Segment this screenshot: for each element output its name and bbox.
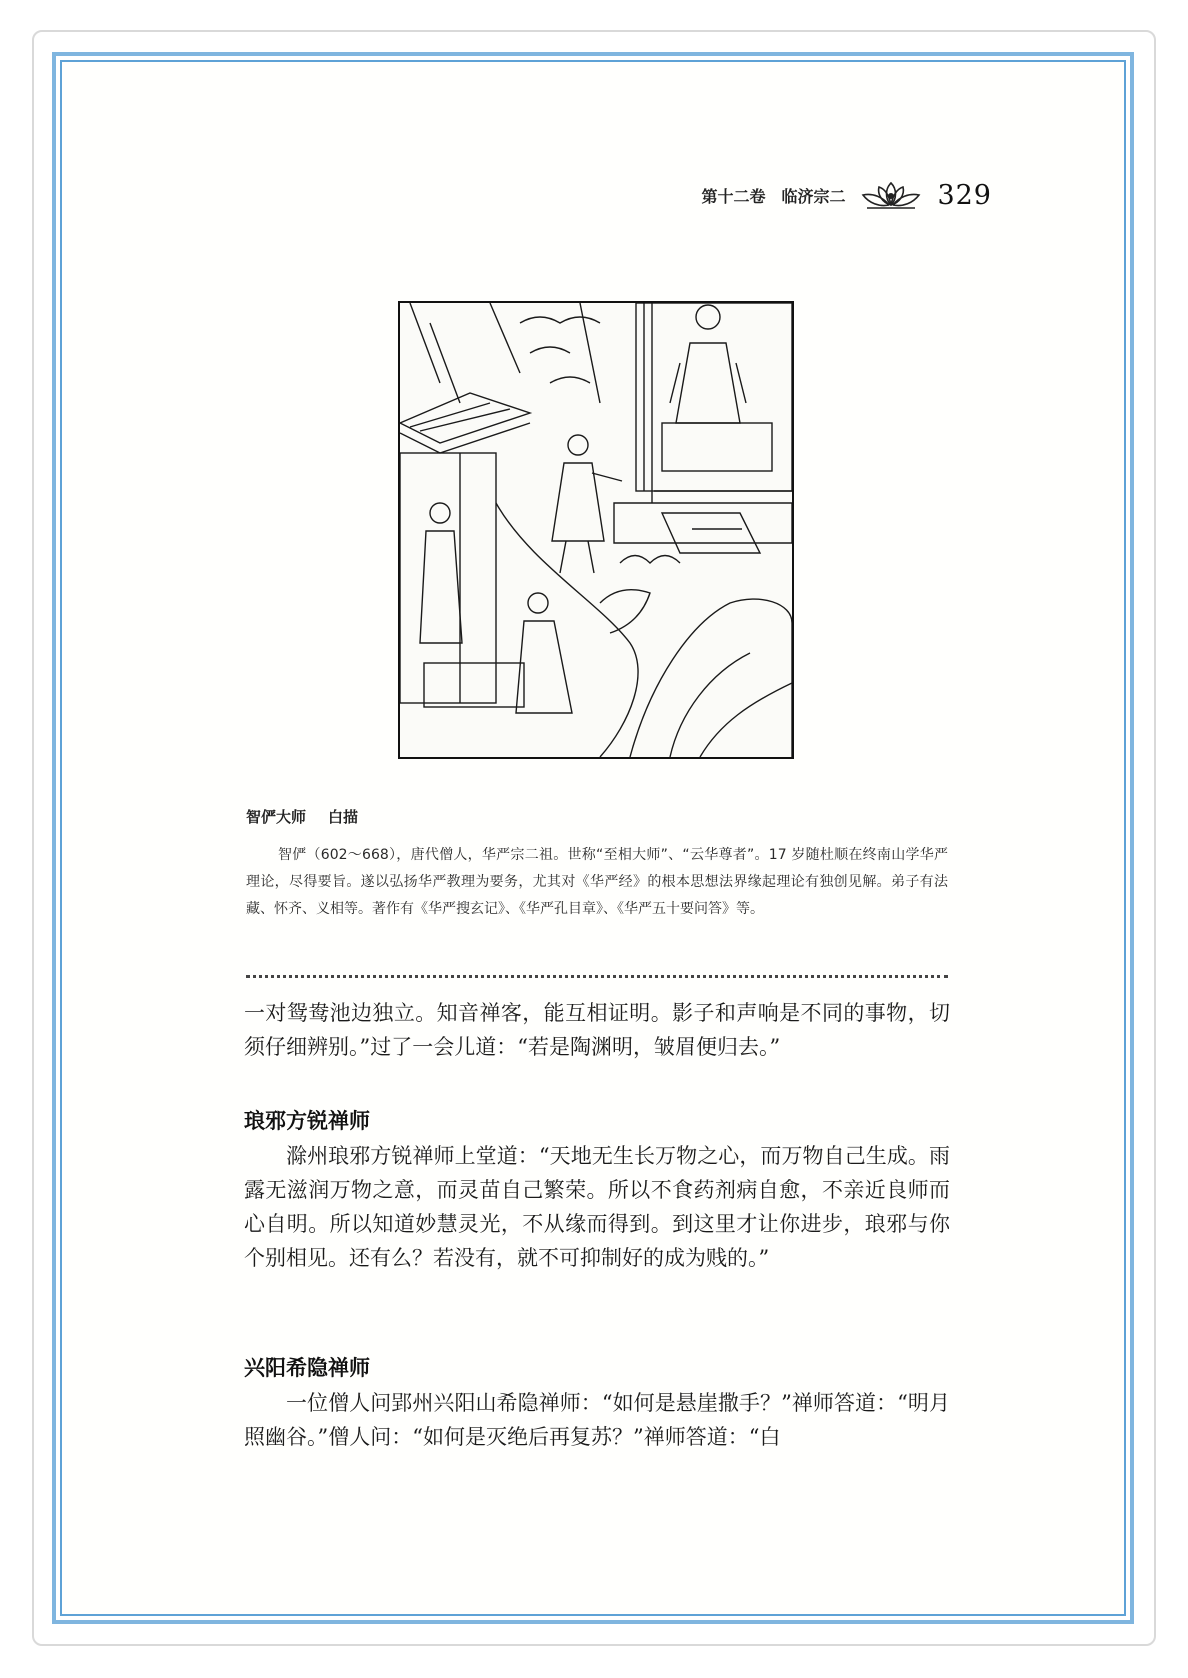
- figure-caption-text: 智俨（602～668），唐代僧人，华严宗二祖。世称“至相大师”、“云华尊者”。17 岁随杜顺在终南山学华严理论，尽得要旨。遂以弘扬华严教理为要务，尤其对《华严经》的根本思想法界缘起理论有独创见解。弟子有法藏、怀齐、义相等。著作有《华严搜玄记》、《华严孔目章》、《华严五十要问答》等。: [246, 847, 948, 917]
- continued-paragraph: 一对鸳鸯池边独立。知音禅客，能互相证明。影子和声响是不同的事物，切须仔细辨别。”过了一会儿道：“若是陶渊明，皱眉便归去。”: [244, 1001, 950, 1059]
- figure-caption-title: [246, 806, 358, 827]
- section-title-langya: 琅邪方锐禅师: [244, 1109, 370, 1133]
- page-header: [701, 175, 992, 215]
- section-title-xingyang: 兴阳希隐禅师: [244, 1356, 370, 1380]
- caption-subject: 智俨大师: [246, 808, 307, 826]
- woodblock-illustration: [398, 301, 794, 759]
- monk-scene-drawing: [400, 303, 792, 757]
- inner-frame-border: [60, 60, 1126, 1616]
- caption-style: 白描: [328, 808, 359, 826]
- page-number: 329: [937, 179, 992, 211]
- section-body-langya: 滁州琅邪方锐禅师上堂道：“天地无生长万物之心，而万物自己生成。雨露无滋润万物之意，而灵苗自己繁荣。所以不食药剂病自愈，不亲近良师而心自明。所以知道妙慧灵光，不从缘而得到。到这里才让你进步，琅邪与你个别相见。还有么？若没有，就不可抑制好的成为贱的。”: [244, 1144, 950, 1270]
- lotus-ornament-icon: [859, 177, 923, 213]
- section-body-xingyang: 一位僧人问郢州兴阳山希隐禅师：“如何是悬崖撒手？”禅师答道：“明月照幽谷。”僧人问：“如何是灭绝后再复苏？”禅师答道：“白: [244, 1391, 950, 1449]
- running-head: 第十二卷 临济宗二: [701, 186, 846, 206]
- dotted-divider: [246, 975, 948, 978]
